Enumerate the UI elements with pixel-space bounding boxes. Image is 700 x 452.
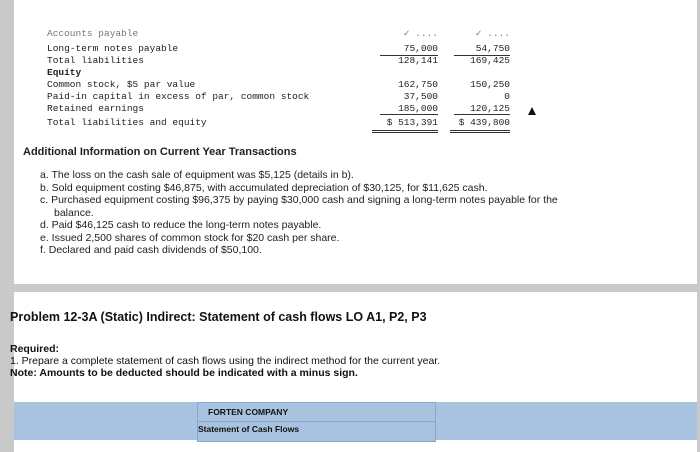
note-text: Note: Amounts to be deducted should be indicated with a minus sign. — [10, 367, 358, 379]
row-label: Total liabilities — [47, 55, 144, 66]
row-label: Long-term notes payable — [47, 43, 179, 54]
list-item: f. Declared and paid cash dividends of $50,100. — [40, 244, 262, 256]
row-label: Total liabilities and equity — [47, 117, 207, 128]
row-prior: 169,425 — [470, 55, 510, 66]
mouse-cursor-icon — [528, 107, 536, 115]
required-text: 1. Prepare a complete statement of cash flows using the indirect method for the current year. — [10, 355, 441, 367]
company-name: FORTEN COMPANY — [208, 407, 289, 417]
list-item: e. Issued 2,500 shares of common stock for $20 cash per share. — [40, 231, 340, 244]
list-item: c. Purchased equipment costing $96,375 by paying $30,000 cash and signing a long-term notes payable for the — [40, 194, 558, 206]
row-cur: $ 513,391 — [386, 117, 438, 128]
row-label: Accounts payable — [47, 28, 139, 39]
row-cur: 37,500 — [403, 91, 438, 102]
row-label: Equity — [47, 67, 82, 78]
row-cur: 75,000 — [403, 43, 438, 54]
list-item: d. Paid $46,125 cash to reduce the long-term notes payable. — [40, 219, 322, 231]
row-label: Common stock, $5 par value — [47, 79, 196, 90]
list-item: balance. — [54, 206, 94, 219]
required-label: Required: — [10, 343, 60, 355]
row-prior: $ 439,800 — [458, 117, 510, 128]
row-prior: ✓ .... — [475, 28, 510, 39]
row-cur: 162,750 — [398, 79, 438, 90]
row-label: Retained earnings — [47, 103, 144, 114]
row-cur: ✓ .... — [403, 28, 438, 39]
required-section — [10, 343, 440, 379]
statement-header — [197, 402, 436, 442]
row-prior: 54,750 — [475, 43, 510, 54]
list-item: b. Sold equipment costing $46,875, with accumulated depreciation of $30,125, for $11,625 cash. — [40, 181, 488, 194]
row-cur: 128,141 — [398, 55, 438, 66]
row-label: Paid-in capital in excess of par, common stock — [47, 91, 310, 102]
balance-sheet-table — [14, 0, 697, 140]
additional-info-list — [40, 169, 670, 257]
list-item: a. The loss on the cash sale of equipment was $5,125 (details in b). — [40, 169, 354, 181]
row-prior: 120,125 — [470, 103, 510, 114]
row-prior: 0 — [504, 91, 510, 102]
row-prior: 150,250 — [470, 79, 510, 90]
additional-info-title: Additional Information on Current Year Transactions — [23, 146, 297, 158]
row-cur: 185,000 — [398, 103, 438, 114]
statement-name: Statement of Cash Flows — [198, 424, 300, 434]
problem-title: Problem 12-3A (Static) Indirect: Statement of cash flows LO A1, P2, P3 — [10, 310, 427, 324]
